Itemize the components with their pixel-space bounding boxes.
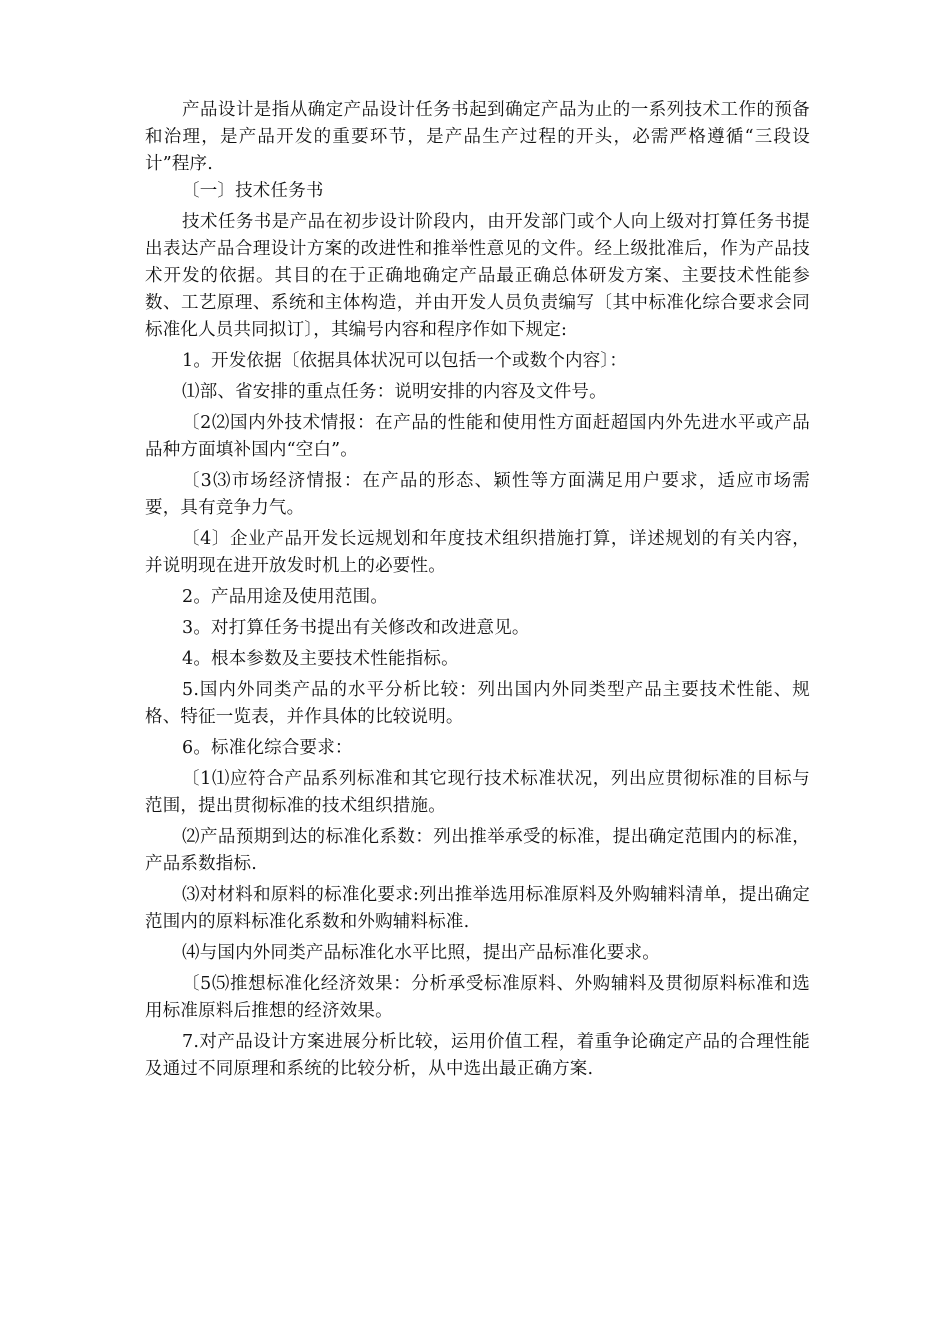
list-item-6-3: ⑶对材料和原料的标准化要求:列出推举选用标准原料及外购辅料清单，提出确定范围内的原料标准化系数和外购辅料标准.	[145, 885, 810, 932]
list-item-5: 5.国内外同类产品的水平分析比较：列出国内外同类型产品主要技术性能、规格、特征一览表，并作具体的比较说明。	[145, 680, 810, 727]
list-item-6-2: ⑵产品预期到达的标准化系数：列出推举承受的标准，提出确定范围内的标准，产品系数指标.	[145, 827, 810, 874]
list-item-1: 1。开发依据〔依据具体状况可以包括一个或数个内容〕：	[182, 351, 628, 371]
list-item-1-2: 〔2⑵国内外技术情报：在产品的性能和使用性方面赶超国内外先进水平或产品品种方面填补国内“空白”。	[145, 413, 810, 460]
list-item-6-4: ⑷与国内外同类产品标准化水平比照，提出产品标准化要求。	[182, 943, 660, 963]
section-heading-technical-task: 〔一〕技术任务书	[182, 181, 324, 201]
paragraph-intro: 产品设计是指从确定产品设计任务书起到确定产品为止的一系列技术工作的预备和治理，是产品开发的重要环节，是产品生产过程的开头，必需严格遵循“三段设计”程序.	[145, 100, 810, 174]
list-item-2: 2。产品用途及使用范围。	[182, 587, 389, 607]
list-item-1-4: 〔4〕企业产品开发长远规划和年度技术组织措施打算，详述规划的有关内容，并说明现在进开放发时机上的必要性。	[145, 529, 810, 576]
document-page	[145, 97, 810, 1087]
list-item-6: 6。标准化综合要求：	[182, 738, 353, 758]
list-item-4: 4。根本参数及主要技术性能指标。	[182, 649, 459, 669]
paragraph-technical-task: 技术任务书是产品在初步设计阶段内，由开发部门或个人向上级对打算任务书提出表达产品合理设计方案的改进性和推举性意见的文件。经上级批准后，作为产品技术开发的依据。其目的在于正确地确定产品最正确总体研发方案、主要技术性能参数、工艺原理、系统和主体构造，并由开发人员负责编写〔其中标准化综合要求会同标准化人员共同拟订〕，其编号内容和程序作如下规定:	[145, 212, 810, 340]
list-item-6-5: 〔5⑸推想标准化经济效果：分析承受标准原料、外购辅料及贯彻原料标准和选用标准原料后推想的经济效果。	[145, 974, 810, 1021]
list-item-6-1: 〔1⑴应符合产品系列标准和其它现行技术标准状况，列出应贯彻标准的目标与范围，提出贯彻标准的技术组织措施。	[145, 769, 810, 816]
list-item-1-3: 〔3⑶市场经济情报：在产品的形态、颖性等方面满足用户要求，适应市场需要，具有竞争力气。	[145, 471, 810, 518]
list-item-3: 3。对打算任务书提出有关修改和改进意见。	[182, 618, 530, 638]
list-item-7: 7.对产品设计方案进展分析比较，运用价值工程，着重争论确定产品的合理性能及通过不同原理和系统的比较分析，从中选出最正确方案.	[145, 1032, 810, 1079]
list-item-1-1: ⑴部、省安排的重点任务：说明安排的内容及文件号。	[182, 382, 607, 402]
